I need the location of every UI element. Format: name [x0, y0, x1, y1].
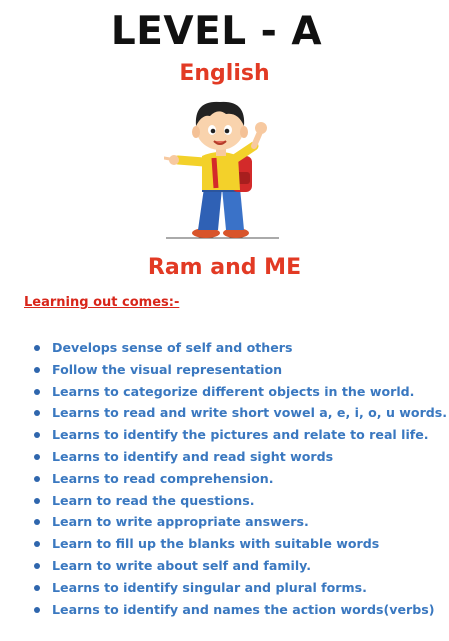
- list-item: [0, 533, 449, 555]
- page-title: LEVEL - A: [110, 9, 323, 54]
- list-item-text: Learns to identify singular and plural forms.: [52, 579, 367, 595]
- bullet-icon: [34, 563, 40, 569]
- list-item-text: Learns to read and write short vowel a, e, i, o, u words.: [52, 405, 448, 421]
- list-item-text: Learn to write appropriate answers.: [52, 514, 309, 530]
- list-item: [0, 468, 449, 490]
- list-item: [0, 381, 449, 403]
- list-item: [0, 446, 449, 468]
- list-item-text: Learns to read comprehension.: [52, 470, 274, 486]
- bullet-icon: [34, 476, 40, 482]
- learning-outcomes-heading: Learning out comes:-: [24, 295, 180, 310]
- list-item: [0, 599, 449, 621]
- bullet-icon: [34, 389, 40, 395]
- list-item: [0, 402, 449, 424]
- bullet-icon: [34, 519, 40, 525]
- cartoon-boy-icon: [164, 92, 284, 242]
- list-item: [0, 555, 449, 577]
- list-item-text: Develops sense of self and others: [52, 340, 293, 355]
- book-title: Ram and ME: [147, 255, 302, 280]
- list-item: [0, 424, 449, 446]
- bullet-icon: [34, 410, 40, 416]
- list-item-text: Learn to fill up the blanks with suitable words: [52, 536, 380, 552]
- list-item-text: Learns to identify and read sight words: [52, 448, 334, 464]
- learning-outcomes-list: [0, 337, 449, 620]
- bullet-icon: [34, 541, 40, 547]
- bullet-icon: [34, 345, 40, 351]
- subject-heading: English: [179, 61, 270, 86]
- bullet-icon: [34, 498, 40, 504]
- list-item-text: Learns to identify the pictures and relate to real life.: [52, 427, 429, 443]
- list-item-text: Learn to read the questions.: [52, 492, 255, 508]
- list-item: [0, 511, 449, 533]
- bullet-icon: [34, 454, 40, 460]
- bullet-icon: [34, 607, 40, 613]
- bullet-icon: [34, 367, 40, 373]
- list-item: [0, 490, 449, 512]
- list-item-text: Follow the visual representation: [52, 361, 283, 377]
- bullet-icon: [34, 585, 40, 591]
- list-item: [0, 577, 449, 599]
- list-item-text: Learns to identify and names the action words(verbs): [52, 601, 435, 617]
- list-item: [0, 337, 449, 359]
- list-item: [0, 359, 449, 381]
- list-item-text: Learns to categorize different objects in the world.: [52, 383, 415, 399]
- bullet-icon: [34, 432, 40, 438]
- list-item-text: Learn to write about self and family.: [52, 557, 311, 573]
